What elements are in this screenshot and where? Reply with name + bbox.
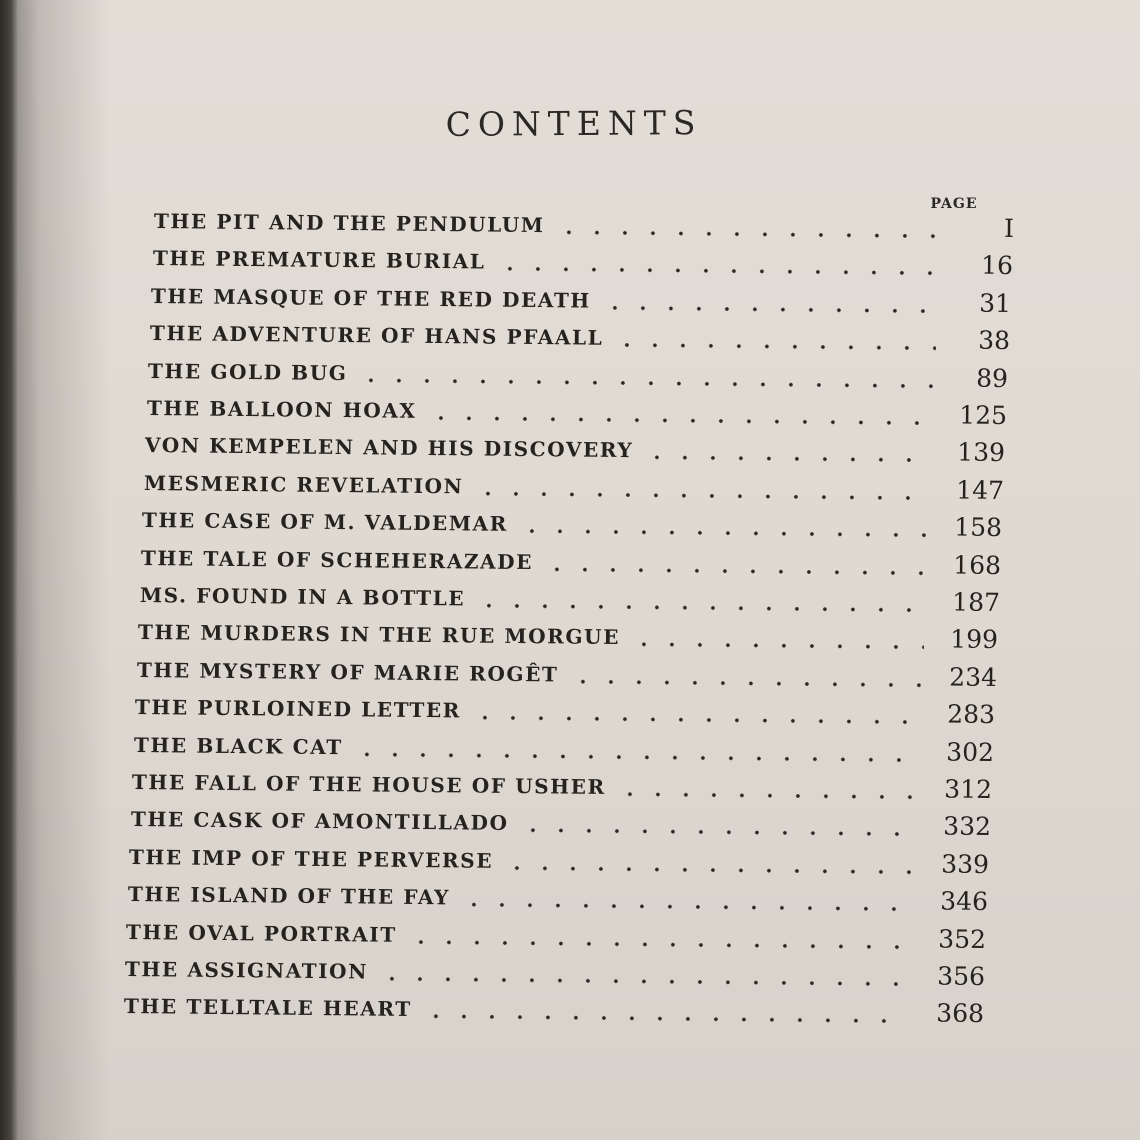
contents-entry — [142, 504, 1002, 547]
entry-page-number: 346 — [940, 886, 989, 917]
entry-page-number: 139 — [957, 437, 1006, 468]
contents-entry — [149, 317, 1009, 360]
entry-title: THE IMP OF THE PERVERSE — [129, 844, 494, 873]
contents-entry — [132, 766, 992, 809]
entry-title: THE GOLD BUG — [148, 358, 348, 385]
entry-title: THE MURDERS IN THE RUE MORGUE — [137, 620, 621, 650]
entry-page-number: 356 — [937, 961, 986, 992]
dot-leader — [518, 529, 928, 537]
contents-entry — [139, 579, 999, 622]
dot-leader — [601, 306, 937, 314]
entry-page-number: 31 — [979, 288, 1012, 318]
entry-title: THE TALE OF SCHEHERAZADE — [140, 545, 534, 574]
entry-page-number: 187 — [951, 587, 1000, 618]
contents-entry — [144, 467, 1004, 510]
dot-leader — [358, 378, 935, 388]
contents-entry — [154, 205, 1014, 248]
entry-page-number: 199 — [950, 624, 999, 655]
entry-title: MESMERIC REVELATION — [143, 470, 464, 499]
contents-entry — [145, 429, 1005, 472]
contents-entry — [134, 729, 994, 772]
dot-leader — [568, 679, 923, 687]
entry-page-number: 312 — [944, 774, 993, 805]
contents-entry — [128, 878, 988, 921]
contents-entry — [138, 616, 998, 659]
contents-entry — [131, 803, 991, 846]
dot-leader — [555, 230, 940, 238]
entry-page-number: 368 — [935, 998, 984, 1029]
entry-title: THE BALLOON HOAX — [146, 396, 417, 423]
dot-leader — [378, 977, 911, 987]
dot-leader — [503, 866, 915, 874]
contents-entry — [148, 355, 1008, 398]
contents-heading: CONTENTS — [445, 103, 703, 144]
entry-page-number: 302 — [945, 737, 994, 767]
entry-page-number: 339 — [941, 849, 990, 879]
dot-leader — [495, 267, 939, 276]
contents-entry — [151, 280, 1011, 323]
contents-entry — [125, 953, 985, 996]
entry-page-number: 168 — [953, 550, 1002, 580]
entry-page-number: 332 — [942, 811, 991, 842]
entry-page-number: 89 — [976, 363, 1009, 393]
contents-entry — [129, 841, 989, 884]
dot-leader — [616, 792, 918, 799]
entry-title: MS. FOUND IN A BOTTLE — [139, 583, 465, 611]
dot-leader — [473, 491, 929, 500]
entry-title: THE ISLAND OF THE FAY — [127, 882, 450, 910]
dot-leader — [460, 903, 914, 912]
entry-page-number: 147 — [955, 475, 1004, 505]
contents-entry — [152, 242, 1012, 285]
entry-title: THE BLACK CAT — [133, 732, 343, 759]
entry-title: THE ADVENTURE OF HANS PFAALL — [149, 321, 604, 350]
entry-title: THE PURLOINED LETTER — [135, 695, 462, 723]
dot-leader — [475, 604, 926, 613]
contents-entry — [123, 990, 983, 1033]
entry-title: THE MASQUE OF THE RED DEATH — [150, 283, 592, 313]
entry-title: THE PREMATURE BURIAL — [152, 246, 486, 274]
dot-leader — [518, 828, 916, 836]
contents-entry — [141, 542, 1001, 585]
entry-title: THE CASK OF AMONTILLADO — [130, 807, 509, 836]
entry-title: THE CASE OF M. VALDEMAR — [142, 508, 509, 537]
dot-leader — [644, 456, 932, 463]
contents-entry — [136, 654, 996, 697]
entry-page-number: 125 — [958, 400, 1007, 431]
dot-leader — [630, 643, 924, 650]
entry-title: THE MYSTERY OF MARIE ROGÊT — [136, 657, 559, 687]
dot-leader — [421, 1015, 909, 1024]
entry-title: VON KEMPELEN AND HIS DISCOVERY — [145, 433, 634, 463]
entry-page-number: I — [1003, 213, 1015, 244]
entry-title: THE TELLTALE HEART — [123, 994, 412, 1022]
contents-entry — [135, 691, 995, 734]
dot-leader — [352, 752, 919, 762]
entry-title: THE ASSIGNATION — [124, 957, 369, 984]
dot-leader — [426, 416, 932, 425]
entry-title: THE OVAL PORTRAIT — [126, 919, 398, 947]
entry-page-number: 234 — [948, 662, 997, 692]
entry-title: THE FALL OF THE HOUSE OF USHER — [132, 770, 607, 799]
page-column-label: PAGE — [930, 196, 978, 212]
entry-page-number: 283 — [947, 699, 996, 730]
entry-page-number: 352 — [938, 924, 987, 954]
dot-leader — [613, 343, 936, 350]
dot-leader — [471, 716, 921, 725]
entry-title: THE PIT AND THE PENDULUM — [153, 209, 545, 238]
contents-entry — [147, 392, 1007, 435]
entry-page-number: 158 — [954, 512, 1003, 543]
dot-leader — [543, 567, 927, 575]
entry-page-number: 38 — [977, 325, 1010, 356]
dot-leader — [407, 940, 912, 949]
contents-entry — [126, 916, 986, 959]
entry-page-number: 16 — [980, 251, 1013, 281]
